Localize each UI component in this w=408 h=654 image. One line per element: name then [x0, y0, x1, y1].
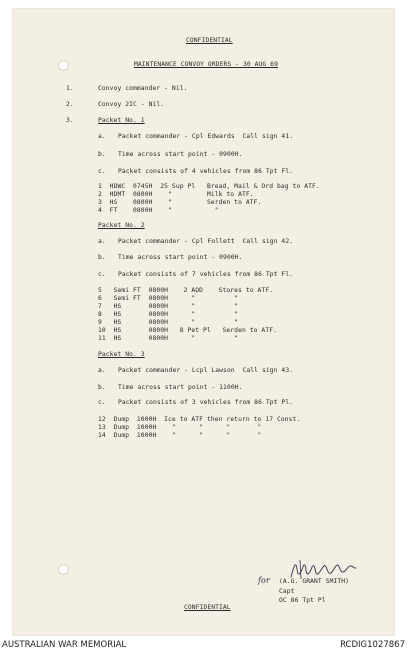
sub-letter: b.	[98, 384, 106, 391]
packet-heading: Packet No. 1	[98, 117, 145, 124]
signature-for: for	[258, 576, 270, 585]
packet-commander: Packet commander - Cpl Follett Call sign 42.	[118, 238, 294, 245]
item-text: Convoy 2IC - Nil.	[98, 101, 165, 108]
start-time: Time across start point - 1100H.	[118, 384, 243, 391]
punch-hole	[58, 564, 69, 575]
sub-letter: a.	[98, 367, 106, 374]
vehicle-row: 13 Dump 1000H " " " "	[98, 424, 262, 431]
item-text: Convoy commander - Nil.	[98, 85, 188, 92]
signatory-name: (A.G. GRANT SMITH)	[279, 578, 350, 585]
packet-heading: Packet No. 3	[98, 351, 145, 358]
vehicle-row: 2 HDMT 0800H " Milk to ATF.	[98, 191, 254, 198]
vehicle-row: 3 HS 0800H " Serden to ATF.	[98, 199, 262, 206]
vehicle-row: 5 Semi FT 0800H 2 AOD Stores to ATF.	[98, 287, 274, 294]
start-time: Time across start point - 0900H.	[118, 151, 243, 158]
vehicle-row: 9 HS 0800H " "	[98, 319, 239, 326]
vehicle-row: 11 HS 0800H " "	[98, 335, 239, 342]
archive-reference: RCDIG1027867	[340, 640, 405, 650]
packet-heading: Packet No. 2	[98, 222, 145, 229]
vehicle-row: 4 FT 0800H " "	[98, 207, 219, 214]
signatory-unit: OC 86 Tpt Pl	[279, 597, 326, 604]
vehicle-row: 1 HDWC 0745H 25 Sup Pl Bread, Mail & Ord bag to ATF.	[98, 183, 320, 190]
vehicle-row: 8 HS 0800H " "	[98, 311, 239, 318]
item-number: 1.	[66, 85, 74, 92]
classification-footer: CONFIDENTIAL	[184, 604, 231, 611]
classification-header: CONFIDENTIAL	[186, 37, 233, 44]
start-time: Time across start point - 0900H.	[118, 254, 243, 261]
packet-commander: Packet commander - Cpl Edwards Call sign 41.	[118, 133, 294, 140]
vehicle-row: 6 Semi FT 0800H " "	[98, 295, 239, 302]
sub-letter: c.	[98, 271, 106, 278]
document-title: MAINTENANCE CONVOY ORDERS - 30 AUG 69	[134, 61, 278, 68]
sub-letter: b.	[98, 254, 106, 261]
sub-letter: c.	[98, 399, 106, 406]
vehicle-row: 12 Dump 1000H Ice to ATF then return to 17 Const.	[98, 416, 301, 423]
sub-letter: b.	[98, 151, 106, 158]
vehicle-count: Packet consists of 7 vehicles from 86 Tpt Fl.	[118, 271, 294, 278]
signatory-rank: Capt	[279, 588, 295, 595]
archive-credit: AUSTRALIAN WAR MEMORIAL	[2, 640, 127, 650]
item-number: 2.	[66, 101, 74, 108]
vehicle-count: Packet consists of 3 vehicles from 86 Tpt Pl.	[118, 399, 294, 406]
vehicle-row: 7 HS 0800H " "	[98, 303, 239, 310]
sub-letter: c.	[98, 168, 106, 175]
vehicle-row: 14 Dump 1000H " " " "	[98, 432, 262, 439]
vehicle-row: 10 HS 0800H 8 Pet Pl Serden to ATF.	[98, 327, 277, 334]
sub-letter: a.	[98, 133, 106, 140]
sub-letter: a.	[98, 238, 106, 245]
vehicle-count: Packet consists of 4 vehicles from 86 Tpt Fl.	[118, 168, 294, 175]
punch-hole	[58, 60, 69, 71]
packet-commander: Packet commander - Lcpl Lawson Call sign 43.	[118, 367, 294, 374]
item-number: 3.	[66, 117, 74, 124]
